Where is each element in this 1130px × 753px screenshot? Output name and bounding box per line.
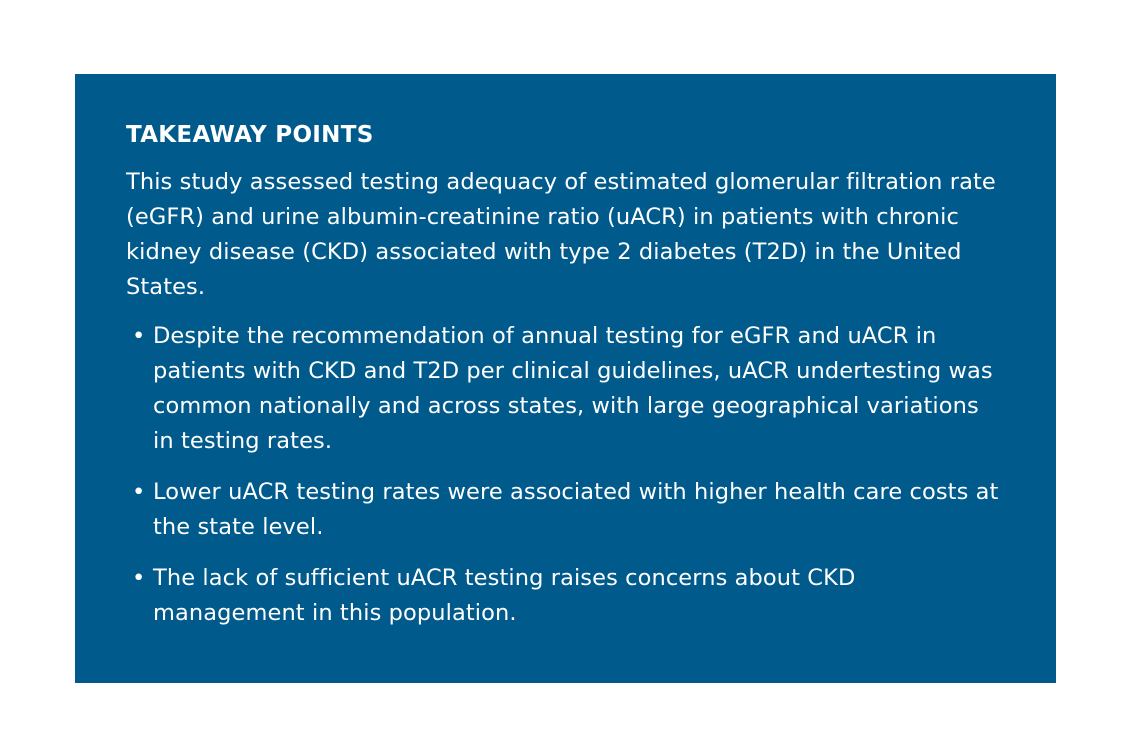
bullet-list bbox=[126, 319, 1006, 631]
takeaway-panel bbox=[75, 74, 1056, 683]
intro-paragraph: This study assessed testing adequacy of estimated glomerular filtration rate (eGFR) and urine albumin-creatinine ratio (uACR) in patients with chronic kidney disease (CKD) associated with type 2 diabetes (T2D) in the United States. bbox=[126, 169, 996, 300]
list-item bbox=[126, 475, 1006, 545]
list-item bbox=[126, 319, 1006, 459]
list-item bbox=[126, 561, 1006, 631]
bullet-dot-icon: • bbox=[132, 323, 146, 349]
bullet-text: Lower uACR testing rates were associated with higher health care costs at the state level. bbox=[153, 479, 999, 540]
bullet-dot-icon: • bbox=[132, 479, 146, 505]
panel-title: TAKEAWAY POINTS bbox=[126, 122, 374, 148]
bullet-dot-icon: • bbox=[132, 565, 146, 591]
bullet-text: The lack of sufficient uACR testing raises concerns about CKD management in this population. bbox=[153, 565, 856, 626]
bullet-text: Despite the recommendation of annual testing for eGFR and uACR in patients with CKD and T2D per clinical guidelines, uACR undertesting was common nationally and across states, with large geographical variations in testing rates. bbox=[153, 323, 993, 454]
